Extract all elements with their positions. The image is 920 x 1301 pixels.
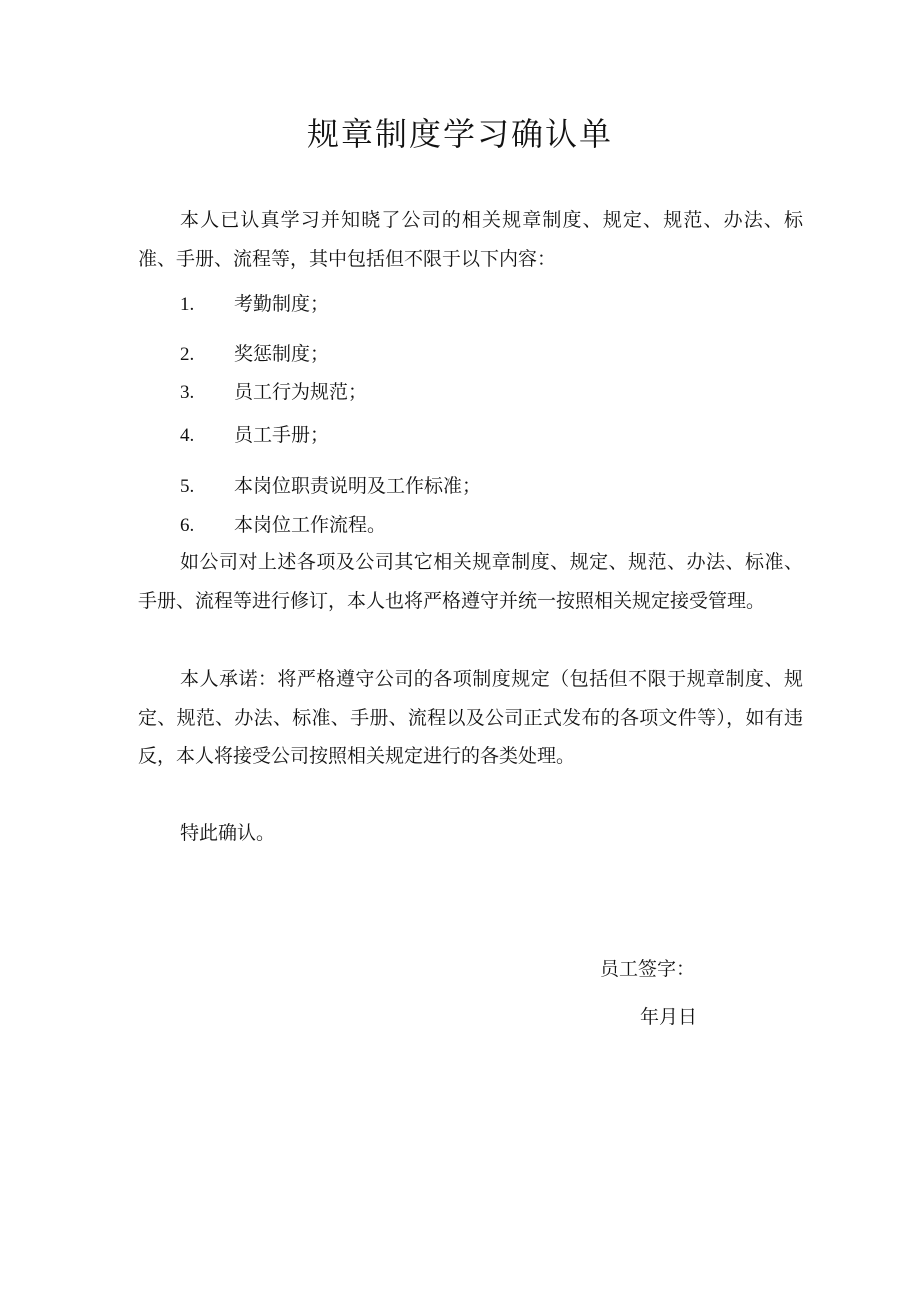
list-item xyxy=(180,290,329,319)
list-item xyxy=(180,511,386,540)
list-item xyxy=(180,421,329,450)
list-item xyxy=(180,340,329,369)
list-item xyxy=(180,472,481,501)
list-item-number: 1. xyxy=(180,294,195,315)
list-item-number: 6. xyxy=(180,515,195,536)
list-item-text: 员工手册； xyxy=(234,424,330,446)
date-label: 年月日 xyxy=(640,1006,698,1028)
list-item-text: 本岗位工作流程。 xyxy=(234,514,387,536)
list-item-text: 本岗位职责说明及工作标准； xyxy=(234,475,482,497)
signature-label: 员工签字： xyxy=(600,958,696,980)
list-item-number: 5. xyxy=(180,476,195,497)
revision-paragraph: 如公司对上述各项及公司其它相关规章制度、规定、规范、办法、标准、手册、流程等进行修订，本人也将严格遵守并统一按照相关规定接受管理。 xyxy=(138,551,803,612)
list-item-number: 2. xyxy=(180,344,195,365)
document-title: 规章制度学习确认单 xyxy=(306,115,613,153)
confirmation-text: 特此确认。 xyxy=(180,822,276,844)
intro-paragraph: 本人已认真学习并知晓了公司的相关规章制度、规定、规范、办法、标准、手册、流程等，其中包括但不限于以下内容： xyxy=(138,209,803,270)
commitment-paragraph: 本人承诺：将严格遵守公司的各项制度规定（包括但不限于规章制度、规定、规范、办法、标准、手册、流程以及公司正式发布的各项文件等），如有违反，本人将接受公司按照相关规定进行的各类处理。 xyxy=(138,668,803,767)
list-item xyxy=(180,378,367,407)
list-item-text: 考勤制度； xyxy=(234,293,330,315)
list-item-text: 奖惩制度； xyxy=(234,343,330,365)
list-item-number: 3. xyxy=(180,382,195,403)
list-item-text: 员工行为规范； xyxy=(234,381,368,403)
list-item-number: 4. xyxy=(180,425,195,446)
